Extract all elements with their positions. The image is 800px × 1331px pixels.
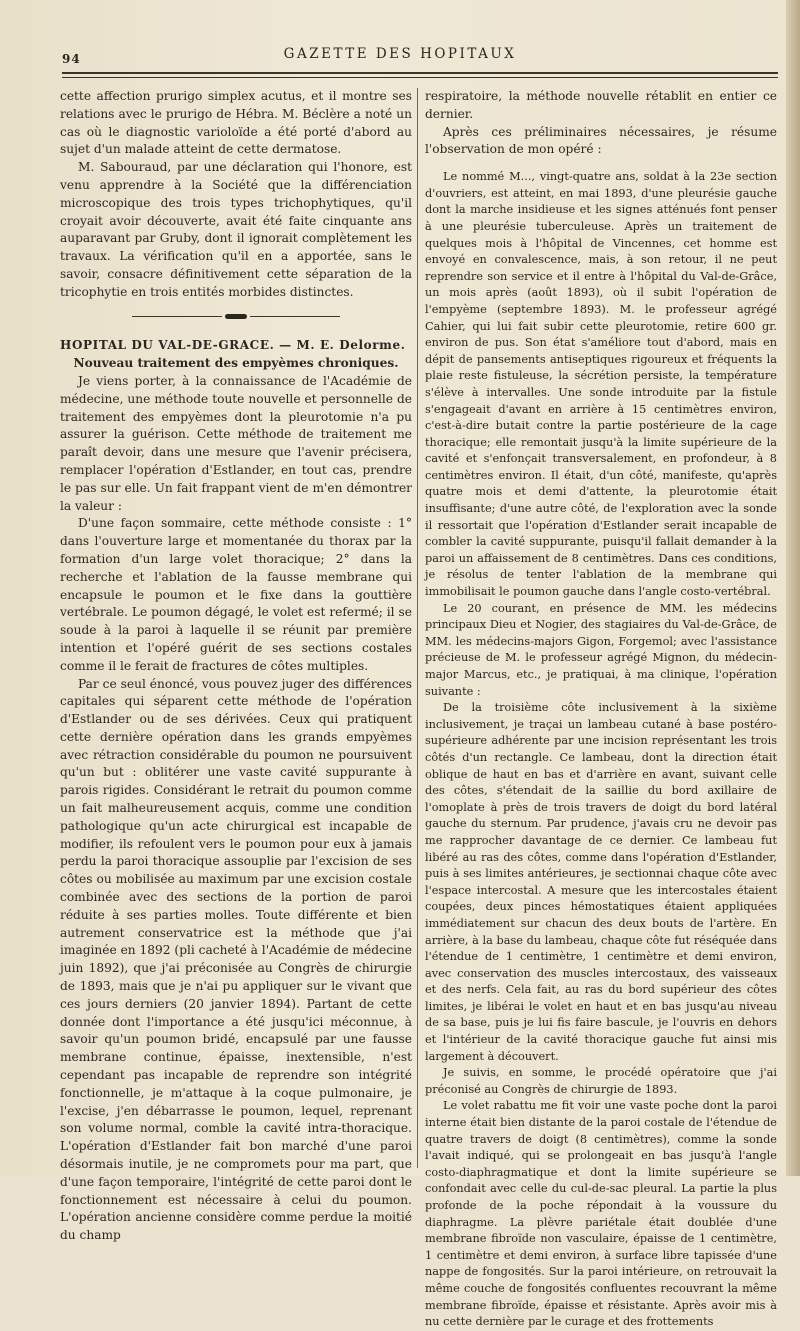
page-number: 94 <box>62 52 81 66</box>
section-ornament <box>60 308 412 326</box>
right-paragraph-1: respiratoire, la méthode nouvelle rétablit en entier ce dernier. <box>425 89 777 121</box>
left-paragraph-2: M. Sabouraud, par une déclaration qui l'honore, est venu apprendre à la Société que la différenciation microscopique des trois types trichophytiques, qu'il croyait avoir découverte, avait été faite cinquante ans auparavant par Gruby, dont il ignorait complètement les travaux. La vérification qu'il en a apportée, sans le savoir, consacre définitivement cette séparation de la tricophytie en trois entités morbides distinctes. <box>60 160 412 299</box>
observation-paragraph-2: Le 20 courant, en présence de MM. les médecins principaux Dieu et Nogier, des stagiaires du Val-de-Grâce, de MM. les médecins-majors Gigon, Forgemol; avec l'assistance précieuse de M. le professeur agrégé Mignon, du médecin-major Marcus, etc., je pratiquai, à ma clinique, l'opération suivante : <box>425 601 777 698</box>
observation-paragraph-3: De la troisième côte inclusivement à la sixième inclusivement, je traçai un lambeau cutané à base postéro-supérieure adhérente par une incision représentant les trois côtés d'un rectangle. Ce lambeau, dont la direction était oblique de haut en bas et d'arrière en avant, suivant celle des côtes, s'étendait de la saillie du bord axillaire de l'omoplate à près de trois travers de doigt du bord latéral gauche du sternum. Par prudence, j'avais cru ne devoir pas me rapprocher davantage de ce dernier. Ce lambeau fut libéré au ras des côtes, comme dans l'opération d'Estlander, puis à ses limites antérieures, je sectionnai chaque côte avec l'espace intercostal. A mesure que les intercostales étaient coupées, deux pinces hémostatiques étaient appliquées immédiatement sur chacun des deux bouts de l'artère. En arrière, à la base du lambeau, chaque côte fut réséquée dans l'étendue de 1 centimètre, 1 centimètre et demi environ, avec conservation des muscles intercostaux, des vaisseaux et des nerfs. Cela fait, au ras du bord supérieur des côtes limites, je libérai le volet en haut et en bas jusqu'au niveau de sa base, puis je lui fis faire bascule, je l'ouvris en dehors et l'intérieur de la cavité thoracique gauche fut ainsi mis largement à découvert. <box>425 701 777 1063</box>
left-paragraph-3: Je viens porter, à la connaissance de l'Académie de médecine, une méthode toute nouvelle et personnelle de traitement des empyèmes dont la pleurotomie n'a pu assurer la guérison. Cette méthode de traitement me paraît devoir, dans une mesure que l'avenir précisera, remplacer l'opération d'Estlander, en tout cas, prendre le pas sur elle. Un fait frappant vient de m'en démontrer la valeur : <box>60 373 412 513</box>
page-edge <box>786 0 800 1176</box>
running-head: GAZETTE DES HOPITAUX <box>283 46 517 62</box>
observation-paragraph-1: Le nommé M..., vingt-quatre ans, soldat à la 23e section d'ouvriers, est atteint, en mai 1893, d'une pleurésie gauche dont la marche insidieuse et les signes atténués font penser à une pleurésie tuberculeuse. Après un traitement de quelques mois à l'hôpital de Vincennes, cet homme est envoyé en convalescence, mais, à son retour, il ne peut reprendre son service et il entre à l'hôpital du Val-de-Grâce, un mois après (août 1893), où il subit l'opération de l'empyème (septembre 1893). M. le professeur agrégé Cahier, qui lui fait subir cette pleurotomie, retire 600 gr. environ de pus. Son état s'améliore tout d'abord, mais en dépit de pansements antiseptiques rigoureux et fréquents la plaie reste fistuleuse, la sécrétion persiste, la température s'élève à intervalles. Une sonde introduite par la fistule s'engageait d'avant en arrière à 15 centimètres environ, c'est-à-dire butait contre la partie postérieure de la cage thoracique; elle remontait jusqu'à la limite supérieure de la cavité et s'enfonçait transversalement, en profondeur, à 8 centimètres environ. Il était, d'un côté, manifeste, qu'après quatre mois et demi d'attente, la pleurotomie était insuffisante; d'une autre côté, de l'exploration avec la sonde il ressortait que l'opération d'Estlander serait incapable de combler la cavité suppurante, puisqu'il fallait demander à la paroi un affaissement de 8 centimètres. Dans ces conditions, je résolus de tenter l'ablation de la membrane qui immobilisait le poumon gauche dans l'angle costo-vertébral. <box>425 170 777 599</box>
article-title: Nouveau traitement des empyèmes chroniques. <box>73 356 399 371</box>
column-divider <box>417 88 418 1168</box>
observation-paragraph-5: Le volet rabattu me fit voir une vaste poche dont la paroi interne était bien distante de la paroi costale de l'étendue de quatre travers de doigt (8 centimètres), comme la sonde l'avait indiqué, qui se prolongeait en bas jusqu'à l'angle costo-diaphragmatique et dont la limite supérieure se confondait avec celle du cul-de-sac pleural. La partie la plus profonde de la poche répondait à la voussure du diaphragme. La plèvre pariétale était doublée d'une membrane fibroïde non vasculaire, épaisse de 1 centimètre, 1 centimètre et demi environ, à surface libre tapissée d'une nappe de fongosités. Sur la paroi intérieure, on retrouvait la même couche de fongosités confluentes recouvrant la même membrane fibroïde, épaisse et résistante. Après avoir mis à nu cette dernière par le curage et des frottements <box>425 1099 777 1329</box>
left-column <box>60 88 412 1245</box>
left-paragraph-5: Par ce seul énoncé, vous pouvez juger des différences capitales qui séparent cette méthode de l'opération d'Estlander ou de ses dérivées. Ceux qui pratiquent cette dernière opération dans les grands empyèmes avec rétraction considérable du poumon ne poursuivent qu'un but : oblitérer une vaste cavité suppurante à parois rigides. Considérant le retrait du poumon comme un fait malheureusement acquis, comme une condition pathologique qu'un acte chirurgical est incapable de modifier, ils refoulent vers le poumon pour eux à jamais perdu la paroi thoracique assouplie par l'excision de ses côtes ou mobilisée au maximum par une excision costale combinée avec des sections de la portion de paroi réduite à ses parties molles. Toute différente et bien autrement conservatrice est la méthode que j'ai imaginée en 1892 (pli cacheté à l'Académie de médecine juin 1892), que j'ai préconisée au Congrès de chirurgie de 1893, mais que je n'ai pu appliquer sur le vivant que ces jours derniers (20 janvier 1894). Partant de cette donnée dont l'importance a été jusqu'ici méconnue, à savoir qu'un poumon bridé, encapsulé par une fausse membrane continue, épaisse, inextensible, n'est cependant pas incapable de reprendre son intégrité fonctionnelle, je m'attaque à la coque pulmonaire, je l'excise, j'en débarrasse le poumon, lequel, reprenant son volume normal, comble la cavité intra-thoracique. L'opération d'Estlander fait bon marché d'une paroi désormais inutile, je ne compromets pour ma part, que d'une façon temporaire, l'intégrité de cette paroi dont le fonctionnement est nécessaire à celui du poumon. L'opération ancienne considère comme perdue la moitié du champ <box>60 676 412 1243</box>
left-paragraph-1: cette affection prurigo simplex acutus, et il montre ses relations avec le prurigo de Hébra. M. Béclère a noté un cas où le diagnostic varioloïde a été porté d'abord au sujet d'un malade atteint de cette dermatose. <box>60 89 412 157</box>
right-column <box>425 88 777 1331</box>
section-title: HOPITAL DU VAL-DE-GRACE. — M. E. Delorme. <box>60 338 406 353</box>
right-paragraph-2: Après ces préliminaires nécessaires, je résume l'observation de mon opéré : <box>425 124 777 157</box>
left-paragraph-4: D'une façon sommaire, cette méthode consiste : 1° dans l'ouverture large et momentanée du thorax par la formation d'un large volet thoracique; 2° dans la recherche et l'ablation de la fausse membrane qui encapsule le poumon et le fixe dans la gouttière vertébrale. Le poumon dégagé, le volet est refermé; il se soude à la paroi à laquelle il se réunit par première intention et l'opéré guérit de ses sections costales comme il le ferait de fractures de côtes multiples. <box>60 516 412 673</box>
observation-paragraph-4: Je suivis, en somme, le procédé opératoire que j'ai préconisé au Congrès de chirurgie de 1893. <box>425 1066 777 1096</box>
header-rule <box>62 72 778 74</box>
header-rule-thin <box>62 77 778 78</box>
